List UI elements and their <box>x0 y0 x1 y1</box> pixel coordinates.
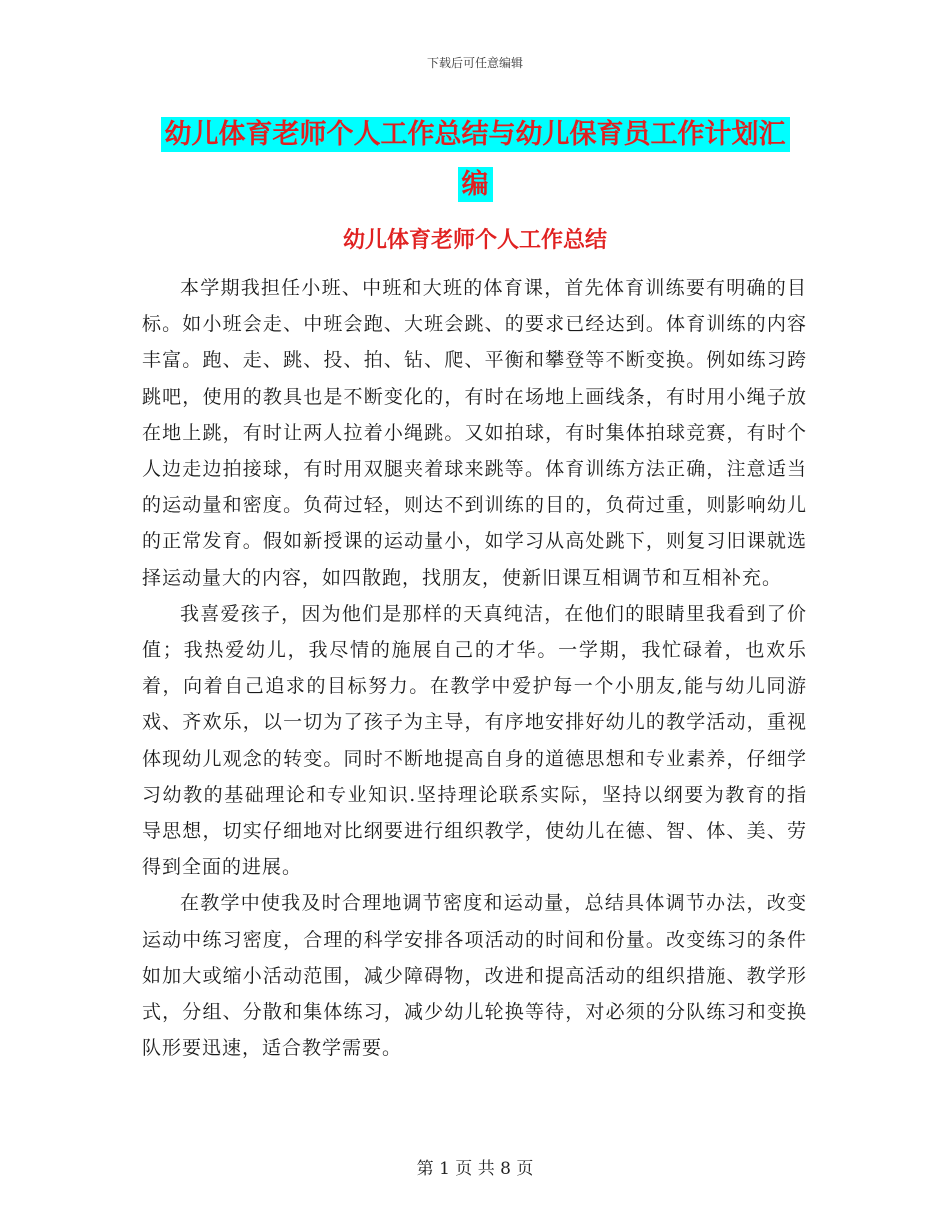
document-title <box>0 110 950 210</box>
header-note: 下载后可任意编辑 <box>426 56 523 70</box>
page-number: 第 1 页 共 8 页 <box>416 1159 534 1179</box>
body-text <box>142 270 807 1066</box>
section-title: 幼儿体育老师个人工作总结 <box>342 228 607 253</box>
paragraph-2: 我喜爱孩子，因为他们是那样的天真纯洁，在他们的眼睛里我看到了价值；我热爱幼儿，我尽情的施展自己的才华。一学期，我忙碌着，也欢乐着，向着自己追求的目标努力。在教学中爱护每一个小朋友,能与幼儿同游戏、齐欢乐，以一切为了孩子为主导，有序地安排好幼儿的教学活动，重视体现幼儿观念的转变。同时不断地提高自身的道德思想和专业素养，仔细学习幼教的基础理论和专业知识.坚持理论联系实际，坚持以纲要为教育的指导思想，切实仔细地对比纲要进行组织教学，使幼儿在德、智、体、美、劳得到全面的进展。 <box>142 602 807 879</box>
document-title-line-1: 幼儿体育老师个人工作总结与幼儿保育员工作计划汇 <box>161 117 790 152</box>
paragraph-1: 本学期我担任小班、中班和大班的体育课，首先体育训练要有明确的目标。如小班会走、中班会跑、大班会跳、的要求已经达到。体育训练的内容丰富。跑、走、跳、投、拍、钻、爬、平衡和攀登等不断变换。例如练习跨跳吧，使用的教具也是不断变化的，有时在场地上画线条，有时用小绳子放在地上跳，有时让两人拉着小绳跳。又如拍球，有时集体拍球竞赛，有时个人边走边拍接球，有时用双腿夹着球来跳等。体育训练方法正确，注意适当的运动量和密度。负荷过轻，则达不到训练的目的，负荷过重，则影响幼儿的正常发育。假如新授课的运动量小，如学习从高处跳下，则复习旧课就选择运动量大的内容，如四散跑，找朋友，使新旧课互相调节和互相补充。 <box>142 277 807 589</box>
document-title-line-2: 编 <box>458 167 493 202</box>
paragraph-3: 在教学中使我及时合理地调节密度和运动量，总结具体调节办法，改变运动中练习密度，合理的科学安排各项活动的时间和份量。改变练习的条件如加大或缩小活动范围，减少障碍物，改进和提高活动的组织措施、教学形式，分组、分散和集体练习，减少幼儿轮换等待，对必须的分队练习和变换队形要迅速，适合教学需要。 <box>142 892 807 1060</box>
